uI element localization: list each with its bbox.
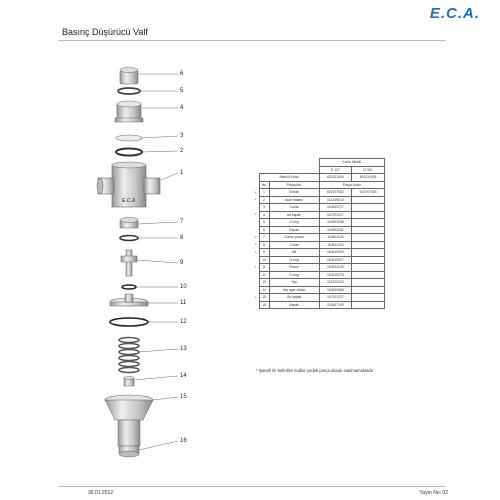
footer-issue: Yayın No: 02 — [419, 490, 448, 496]
title-divider — [58, 40, 446, 41]
part-15-grey-cover — [105, 395, 153, 446]
row-part-name: Ayar bakası — [269, 196, 319, 204]
callout-3: 3 — [180, 133, 184, 139]
table-row — [253, 256, 385, 264]
part-5-oring — [118, 88, 140, 94]
table-row — [253, 279, 385, 287]
row-code-a: 110603182 — [319, 226, 352, 234]
callout-13: 13 — [180, 346, 187, 352]
table-row — [253, 294, 385, 302]
row-number: 4 — [259, 211, 269, 219]
row-part-name: Gri kapak — [269, 294, 319, 302]
exploded-view-drawing — [90, 60, 200, 470]
table-header-row — [253, 166, 385, 174]
row-code-a: 110701217 — [319, 211, 352, 219]
table-row — [253, 196, 385, 204]
row-code-b — [352, 271, 385, 279]
row-number: 1 — [259, 189, 269, 197]
row-code-a: 110624249 — [319, 264, 352, 272]
table-row — [253, 226, 385, 234]
table-row — [253, 219, 385, 227]
part-8-gasket — [120, 236, 138, 241]
row-code-a: 110610227 — [319, 256, 352, 264]
row-code-b — [352, 301, 385, 309]
row-star-icon: * — [254, 294, 257, 300]
callout-5: 5 — [180, 88, 184, 94]
mamul-code-b: 602111005 — [352, 174, 385, 182]
row-part-name: Mil — [269, 249, 319, 257]
row-part-name: Kapak — [269, 226, 319, 234]
parts-table — [253, 158, 385, 309]
row-number: 15 — [259, 294, 269, 302]
row-number: 13 — [259, 279, 269, 287]
row-code-b — [352, 204, 385, 212]
callout-9: 9 — [180, 260, 184, 266]
row-code-b — [352, 241, 385, 249]
row-code-b: 610707004 — [352, 189, 385, 197]
row-code-a: 610707002 — [319, 189, 352, 197]
callout-16: 16 — [180, 438, 187, 444]
row-part-name: Piston — [269, 264, 319, 272]
column-header-code: Parça Kodu — [319, 181, 385, 189]
callout-10: 10 — [180, 284, 187, 290]
row-code-a: 110601134 — [319, 234, 352, 242]
part-4-lower-cover — [115, 101, 143, 122]
callout-11: 11 — [180, 300, 187, 306]
row-code-a: 112249010 — [319, 196, 352, 204]
part-12-oring — [110, 318, 148, 326]
row-code-a: 110701227 — [319, 294, 352, 302]
part-9-stem — [121, 250, 137, 276]
svg-text:E.C.A: E.C.A — [122, 198, 136, 204]
row-code-b — [352, 294, 385, 302]
row-number: 6 — [259, 226, 269, 234]
table-row — [253, 189, 385, 197]
footer-date: 30.01.2012 — [88, 490, 114, 496]
part-14-screw — [124, 377, 134, 387]
row-code-a: 110615276 — [319, 271, 352, 279]
row-part-name: Alt kapak — [269, 211, 319, 219]
part-7-seal-seat — [120, 218, 138, 229]
row-number: 12 — [259, 271, 269, 279]
page-title: Basınç Düşürücü Valf — [62, 27, 148, 37]
row-number: 9 — [259, 249, 269, 257]
table-header-row — [253, 159, 385, 167]
row-part-name: O-ring — [269, 219, 319, 227]
row-number: 2 — [259, 196, 269, 204]
footer-divider — [58, 486, 446, 487]
row-star-icon: * — [254, 242, 257, 248]
note-star-icon: * — [256, 368, 258, 373]
row-code-b — [352, 226, 385, 234]
row-number: 10 — [259, 256, 269, 264]
row-part-name: O-ring — [269, 271, 319, 279]
callout-8: 8 — [180, 235, 184, 241]
row-code-b — [352, 219, 385, 227]
row-code-b — [352, 234, 385, 242]
row-code-b — [352, 249, 385, 257]
brand-logo: E.C.A. — [429, 5, 480, 22]
row-code-b — [352, 256, 385, 264]
table-row — [253, 249, 385, 257]
row-number: 3 — [259, 204, 269, 212]
callout-12: 12 — [180, 319, 187, 325]
group-header: Konlu Nikelli — [319, 159, 385, 167]
callout-7: 7 — [180, 219, 184, 225]
row-code-a: 110607193 — [319, 301, 352, 309]
leader-lines — [134, 74, 178, 450]
part-1-body — [97, 162, 160, 207]
table-row — [253, 204, 385, 212]
callout-15: 15 — [180, 394, 187, 400]
callout-6: 6 — [180, 71, 184, 77]
table-row — [253, 234, 385, 242]
part-6-cap — [120, 68, 138, 85]
table-row — [253, 264, 385, 272]
part-11-piston — [110, 294, 148, 306]
mamul-code-a: 602111004 — [319, 174, 352, 182]
row-code-a: 110622666 — [319, 286, 352, 294]
row-part-name: Conta yuvası — [269, 234, 319, 242]
row-number: 8 — [259, 241, 269, 249]
row-code-b — [352, 264, 385, 272]
table-header-row — [253, 174, 385, 182]
column-header-no: No — [259, 181, 269, 189]
row-star-icon: * — [254, 249, 257, 255]
mamul-label: Mamül Kodu — [259, 174, 319, 182]
top-bar — [0, 0, 500, 26]
row-star-icon: * — [254, 212, 257, 218]
row-code-a: 112223343 — [319, 279, 352, 287]
row-code-a: 110603286 — [319, 219, 352, 227]
row-part-name: Conta — [269, 204, 319, 212]
callout-4: 4 — [180, 105, 184, 111]
part-2-ring — [116, 149, 142, 156]
row-code-b — [352, 196, 385, 204]
column-header-part: Parça Adı — [269, 181, 319, 189]
callout-1: 1 — [180, 170, 184, 176]
note-text: İşaretli ile belirtilen kodlar yedek parça olarak satılmamaktadır — [258, 368, 374, 373]
part-13-spring — [119, 338, 139, 373]
table-row — [253, 241, 385, 249]
table-header-row — [253, 181, 385, 189]
row-part-name: O-ring — [269, 256, 319, 264]
spare-parts-note — [256, 368, 373, 373]
callout-14: 14 — [180, 373, 187, 379]
row-part-name: Conta — [269, 241, 319, 249]
size-b-header: G 3/4" — [352, 166, 385, 174]
row-number: 5 — [259, 219, 269, 227]
table-row — [253, 301, 385, 309]
row-star-icon: * — [254, 234, 257, 240]
part-3-gasket — [116, 135, 142, 141]
row-code-a: 110603727 — [319, 204, 352, 212]
table-row — [253, 271, 385, 279]
row-code-b — [352, 279, 385, 287]
row-number: 14 — [259, 286, 269, 294]
table-row — [253, 211, 385, 219]
row-number: 16 — [259, 301, 269, 309]
part-16-cap — [119, 446, 139, 457]
row-part-name: Gövde — [269, 189, 319, 197]
row-star-icon: * — [254, 197, 257, 203]
callout-2: 2 — [180, 148, 184, 154]
row-code-b — [352, 211, 385, 219]
row-star-icon: * — [254, 264, 257, 270]
row-code-b — [352, 286, 385, 294]
row-code-a: 110611224 — [319, 241, 352, 249]
row-number: 7 — [259, 234, 269, 242]
size-a-header: G 1/2" — [319, 166, 352, 174]
row-code-a: 110613300 — [319, 249, 352, 257]
row-part-name: Kapak — [269, 301, 319, 309]
row-star-icon: * — [254, 189, 257, 195]
row-part-name: Yay ayar vidası — [269, 286, 319, 294]
table-row — [253, 286, 385, 294]
row-part-name: Yay — [269, 279, 319, 287]
row-number: 11 — [259, 264, 269, 272]
part-10-oring — [122, 285, 136, 289]
